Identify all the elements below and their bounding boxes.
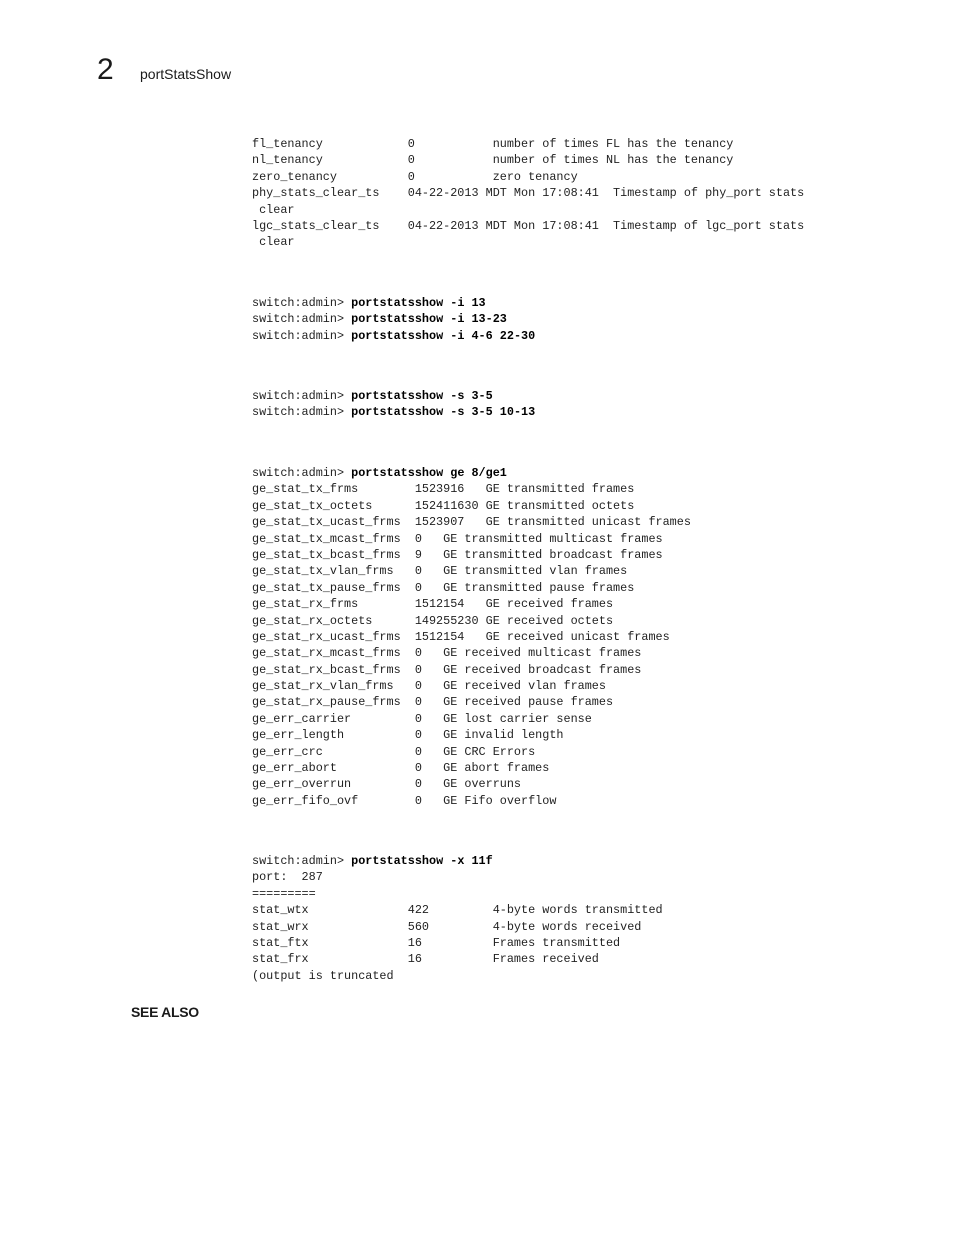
output-line: ge_stat_tx_pause_frms 0 GE transmitted pause frames — [252, 580, 635, 595]
output-line: stat_wtx 422 4-byte words transmitted — [252, 903, 663, 918]
output-line: ge_stat_tx_vlan_frms 0 GE transmitted vlan frames — [252, 564, 628, 579]
shell-prompt: switch:admin> — [252, 405, 352, 420]
output-line: clear — [252, 235, 295, 250]
output-line: ge_stat_tx_octets 152411630 GE transmitted octets — [252, 498, 635, 513]
output-line: stat_frx 16 Frames received — [252, 952, 599, 967]
extended-stats-block — [252, 853, 663, 984]
output-line: phy_stats_clear_ts 04-22-2013 MDT Mon 17:08:41 Timestamp of phy_port stats — [252, 186, 805, 201]
output-line: lgc_stats_clear_ts 04-22-2013 MDT Mon 17:08:41 Timestamp of lgc_port stats — [252, 218, 805, 233]
ge-port-stats-block — [252, 465, 691, 809]
output-line: ========= — [252, 886, 316, 901]
command-line — [252, 388, 535, 404]
output-line: ge_err_fifo_ovf 0 GE Fifo overflow — [252, 793, 557, 808]
output-line: ge_stat_tx_ucast_frms 1523907 GE transmitted unicast frames — [252, 515, 691, 530]
command-text: portstatsshow -i 13-23 — [351, 312, 507, 327]
output-line: stat_wrx 560 4-byte words received — [252, 919, 642, 934]
output-line: ge_stat_rx_octets 149255230 GE received octets — [252, 613, 614, 628]
command-line — [252, 328, 535, 344]
command-text: portstatsshow -x 11f — [351, 854, 493, 868]
command-text: portstatsshow -s 3-5 — [351, 389, 493, 403]
shell-prompt: switch:admin> — [252, 328, 352, 343]
running-title: portStatsShow — [140, 66, 232, 82]
command-text: portstatsshow -i 4-6 22-30 — [351, 328, 536, 343]
output-line: zero_tenancy 0 zero tenancy — [252, 169, 578, 184]
command-line — [252, 311, 535, 327]
output-line: ge_stat_rx_mcast_frms 0 GE received multicast frames — [252, 646, 642, 661]
slot-examples-block — [252, 388, 535, 421]
output-line: ge_stat_rx_bcast_frms 0 GE received broadcast frames — [252, 662, 642, 677]
output-line: ge_stat_tx_mcast_frms 0 GE transmitted multicast frames — [252, 531, 663, 546]
output-line: port: 287 — [252, 870, 323, 885]
output-line: ge_stat_rx_frms 1512154 GE received frames — [252, 597, 614, 612]
output-line: clear — [252, 202, 295, 217]
output-line: fl_tenancy 0 number of times FL has the tenancy — [252, 137, 734, 151]
command-line — [252, 295, 535, 311]
shell-prompt: switch:admin> — [252, 312, 352, 327]
output-line: ge_err_overrun 0 GE overruns — [252, 777, 522, 792]
command-line — [252, 853, 663, 869]
see-also-heading: SEE ALSO — [131, 1004, 199, 1020]
tenancy-output-block — [252, 136, 804, 251]
output-line: ge_stat_rx_ucast_frms 1512154 GE received unicast frames — [252, 629, 670, 644]
shell-prompt: switch:admin> — [252, 389, 352, 403]
output-line: ge_err_carrier 0 GE lost carrier sense — [252, 711, 592, 726]
chapter-number: 2 — [97, 53, 114, 86]
command-text: portstatsshow ge 8/ge1 — [351, 466, 507, 480]
command-line — [252, 404, 535, 420]
output-line: stat_ftx 16 Frames transmitted — [252, 935, 621, 950]
output-line: ge_err_abort 0 GE abort frames — [252, 761, 550, 776]
output-line: ge_err_crc 0 GE CRC Errors — [252, 744, 536, 759]
command-line — [252, 465, 691, 481]
interval-examples-block — [252, 295, 535, 344]
output-line: ge_err_length 0 GE invalid length — [252, 728, 564, 743]
output-line: nl_tenancy 0 number of times NL has the tenancy — [252, 153, 734, 168]
output-line: (output is truncated — [252, 968, 394, 983]
output-line: ge_stat_tx_frms 1523916 GE transmitted frames — [252, 482, 635, 497]
output-line: ge_stat_rx_pause_frms 0 GE received pause frames — [252, 695, 614, 710]
shell-prompt: switch:admin> — [252, 854, 352, 868]
output-line: ge_stat_rx_vlan_frms 0 GE received vlan frames — [252, 679, 606, 694]
command-text: portstatsshow -s 3-5 10-13 — [351, 405, 536, 420]
command-text: portstatsshow -i 13 — [351, 296, 486, 310]
output-line: ge_stat_tx_bcast_frms 9 GE transmitted broadcast frames — [252, 547, 663, 562]
shell-prompt: switch:admin> — [252, 296, 352, 310]
shell-prompt: switch:admin> — [252, 466, 352, 480]
